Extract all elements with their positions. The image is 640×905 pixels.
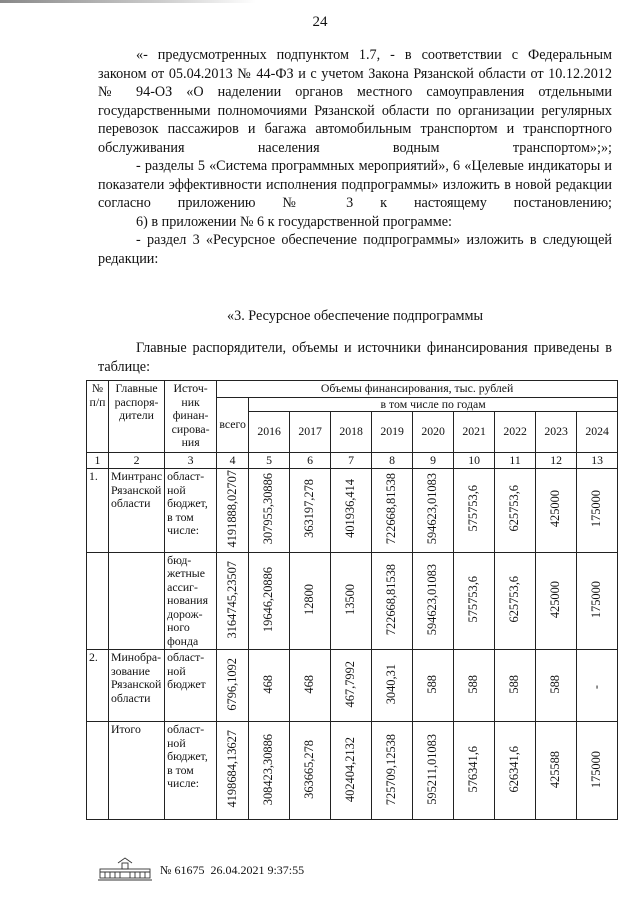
page-number: 24 bbox=[312, 14, 328, 30]
col-number: 8 bbox=[372, 452, 413, 469]
header-by-years: в том числе по годам bbox=[249, 398, 617, 412]
col-number: 3 bbox=[165, 452, 217, 469]
row-year-value: 576341,6 bbox=[466, 745, 481, 793]
row-source: област-ной бюджет, в том числе: bbox=[165, 469, 217, 553]
row-year-value: 402404,2132 bbox=[343, 736, 358, 802]
row-year-value: 401936,414 bbox=[343, 479, 358, 539]
paragraph-2: - разделы 5 «Система программных мероприятий», 6 «Целевые индикаторы и показатели эффективности исполнения подпрограммы» изложить в новой редакции согласно приложению № 3 к настоящему постановлению; bbox=[98, 158, 612, 211]
row-year-value: 307955,30886 bbox=[261, 473, 276, 545]
row-year-value: 725709,12538 bbox=[384, 733, 399, 805]
row-year-value: 626341,6 bbox=[507, 745, 522, 793]
row-year-value: 175000 bbox=[589, 750, 604, 788]
col-number: 9 bbox=[413, 452, 454, 469]
row-total: 4198684,13627 bbox=[224, 730, 239, 808]
paragraph-4: - раздел 3 «Ресурсное обеспечение подпрограммы» изложить в следующей редакции: bbox=[98, 232, 612, 267]
header-years-block bbox=[249, 397, 618, 452]
footer bbox=[96, 857, 304, 883]
row-year-value: 19646,20886 bbox=[261, 566, 276, 632]
table-row bbox=[87, 722, 618, 820]
row-manager: Минобра-зование Рязанской области bbox=[109, 650, 165, 722]
row-year-value: 3040,31 bbox=[384, 664, 399, 705]
row-year-value: 425000 bbox=[548, 580, 563, 619]
col-number: 1 bbox=[87, 452, 109, 469]
row-year-value: 588 bbox=[425, 674, 440, 694]
financing-table bbox=[86, 380, 618, 820]
year-2018: 2018 bbox=[331, 412, 372, 452]
row-manager: Итого bbox=[109, 722, 165, 820]
row-total: 6796,1092 bbox=[224, 657, 239, 711]
row-num: 1. bbox=[87, 469, 109, 553]
section-title: «3. Ресурсное обеспечение подпрограммы bbox=[227, 308, 483, 324]
row-year-value: 595211,01083 bbox=[425, 733, 440, 805]
year-2020: 2020 bbox=[413, 412, 454, 452]
row-year-value: 588 bbox=[507, 674, 522, 694]
row-year-value: 175000 bbox=[589, 490, 604, 528]
row-source: бюд-жетные ассиг-нования дорож-ного фонда bbox=[165, 552, 217, 650]
header-sources: Источ-ник финан-сирова-ния bbox=[165, 381, 217, 453]
header-num: № п/п bbox=[87, 381, 109, 453]
col-number: 5 bbox=[249, 452, 290, 469]
row-manager: Минтранс Рязанской области bbox=[109, 469, 165, 553]
row-year-value: 594623,01083 bbox=[425, 473, 440, 545]
row-total: 3164745,23507 bbox=[224, 560, 239, 639]
row-year-value: 468 bbox=[302, 674, 317, 694]
row-year-value: - bbox=[589, 685, 604, 690]
row-year-value: 722668,81538 bbox=[384, 473, 399, 545]
year-2016: 2016 bbox=[249, 412, 290, 452]
year-2024: 2024 bbox=[585, 423, 609, 438]
row-year-value: 308423,30886 bbox=[261, 733, 276, 805]
row-source: област-ной бюджет bbox=[165, 650, 217, 722]
row-year-value: 468 bbox=[261, 674, 276, 694]
row-year-value: 594623,01083 bbox=[425, 563, 440, 636]
table-intro: Главные распорядители, объемы и источники финансирования приведены в таблице: bbox=[98, 340, 612, 375]
row-source: област-ной бюджет, в том числе: bbox=[165, 722, 217, 820]
row-year-value: 363197,278 bbox=[302, 479, 317, 539]
col-number: 4 bbox=[217, 452, 249, 469]
year-2019: 2019 bbox=[372, 412, 413, 452]
year-2022: 2022 bbox=[495, 412, 536, 452]
table-row bbox=[87, 650, 618, 722]
row-year-value: 12800 bbox=[302, 583, 317, 615]
header-volumes: Объемы финансирования, тыс. рублей bbox=[217, 381, 618, 398]
col-number: 7 bbox=[331, 452, 372, 469]
row-year-value: 575753,6 bbox=[466, 485, 481, 532]
col-number: 2 bbox=[109, 452, 165, 469]
government-building-logo bbox=[96, 857, 154, 883]
col-number: 13 bbox=[577, 452, 618, 469]
paragraph-1: «- предусмотренных подпунктом 1.7, - в соответствии с Федеральным законом от 05.04.2013 № 44-ФЗ и с учетом Закона Рязанской области от 10.12.2012 № 94-ОЗ «О наделении органов местного самоуправления отдельными государственными полномочиями Рязанской области по организации регулярных перевозок пассажиров и багажа автомобильным транспортом и транспортного обслуживания населения водным транспортом»;»; bbox=[98, 47, 612, 156]
row-year-value: 575753,6 bbox=[466, 576, 481, 623]
body-text bbox=[98, 46, 612, 268]
doc-datetime: 26.04.2021 9:37:55 bbox=[210, 862, 305, 877]
doc-number: № 61675 bbox=[160, 862, 205, 877]
col-number: 11 bbox=[495, 452, 536, 469]
col-number: 12 bbox=[536, 452, 577, 469]
paragraph-3: 6) в приложении № 6 к государственной программе: bbox=[136, 213, 452, 230]
row-num: 2. bbox=[87, 650, 109, 722]
row-total: 4191888,02707 bbox=[224, 470, 239, 548]
row-year-value: 588 bbox=[466, 674, 481, 694]
header-total: всего bbox=[217, 397, 249, 452]
row-year-value: 425000 bbox=[548, 490, 563, 528]
col-number: 10 bbox=[454, 452, 495, 469]
table-row bbox=[87, 469, 618, 553]
header-managers: Главные распоря-дители bbox=[109, 381, 165, 453]
row-year-value: 13500 bbox=[343, 583, 358, 615]
row-year-value: 625753,6 bbox=[507, 576, 522, 623]
row-year-value: 588 bbox=[548, 674, 563, 694]
table-row bbox=[87, 552, 618, 650]
row-year-value: 722668,81538 bbox=[384, 563, 399, 636]
row-num bbox=[87, 722, 109, 820]
row-manager bbox=[109, 552, 165, 650]
year-2023: 2023 bbox=[536, 412, 577, 452]
col-number: 6 bbox=[290, 452, 331, 469]
column-numbers-row bbox=[87, 452, 618, 469]
row-year-value: 625753,6 bbox=[507, 485, 522, 532]
row-num bbox=[87, 552, 109, 650]
row-year-value: 467,7992 bbox=[343, 660, 358, 708]
year-2017: 2017 bbox=[290, 412, 331, 452]
row-year-value: 175000 bbox=[589, 580, 604, 619]
row-year-value: 425588 bbox=[548, 750, 563, 788]
scan-edge-line bbox=[0, 0, 640, 3]
year-2021: 2021 bbox=[454, 412, 495, 452]
row-year-value: 363665,278 bbox=[302, 739, 317, 799]
